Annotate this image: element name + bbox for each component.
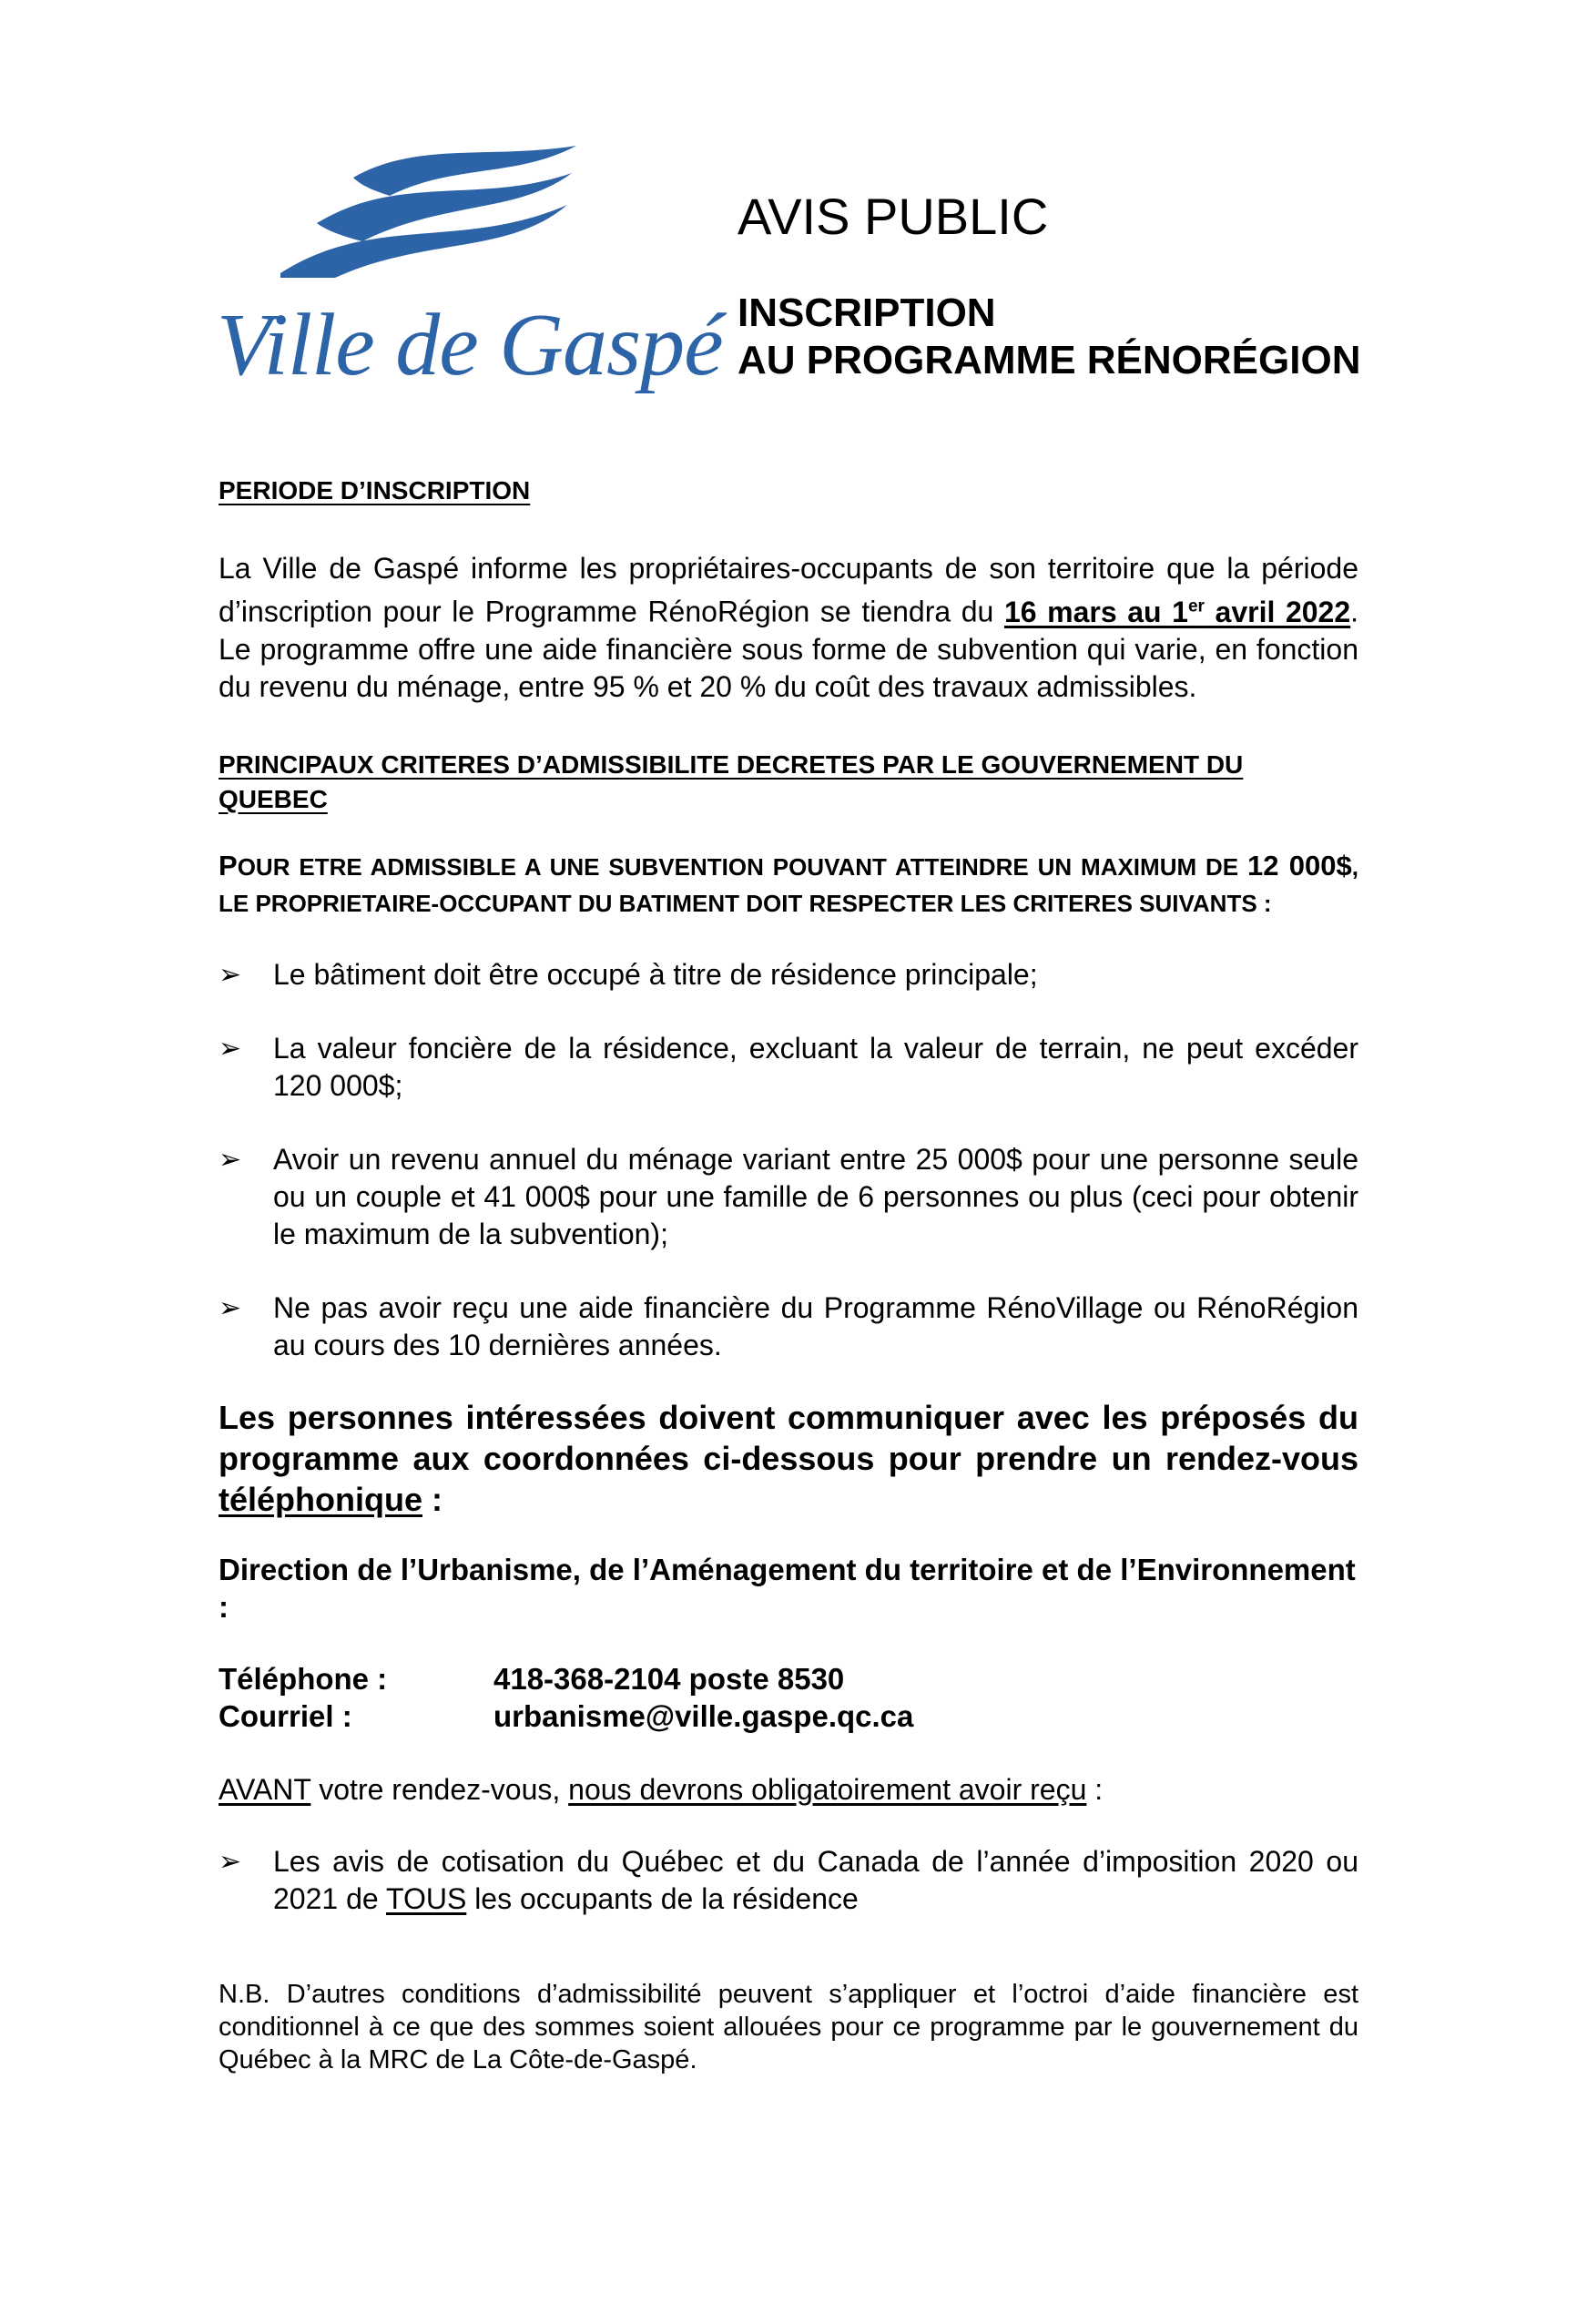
direction-label: Direction de l’Urbanisme, de l’Aménagement du territoire et de l’Environnement : bbox=[219, 1552, 1356, 1624]
email-row bbox=[219, 1697, 1358, 1735]
arrow-bullet-icon: ➢ bbox=[219, 1144, 242, 1175]
avant-paragraph: AVANT votre rendez-vous, nous devrons obligatoirement avoir reçu : bbox=[219, 1772, 1104, 1806]
subtitle-line-2: AU PROGRAMME RÉNORÉGION bbox=[738, 338, 1361, 382]
list-item: ➢ Avoir un revenu annuel du ménage variant entre 25 000$ pour une personne seule ou un couple et 41 000$ pour une famille de 6 personnes ou plus (ceci pour obtenir le maximum de la subvention); bbox=[219, 1142, 1358, 1250]
logo-wordmark: Ville de Gaspé bbox=[217, 296, 723, 394]
email-value: urbanisme@ville.gaspe.qc.ca bbox=[493, 1698, 914, 1733]
arrow-bullet-icon: ➢ bbox=[219, 1292, 242, 1323]
page-title: AVIS PUBLIC bbox=[738, 188, 1049, 245]
email-label: Courriel : bbox=[219, 1698, 352, 1733]
arrow-bullet-icon: ➢ bbox=[219, 959, 242, 990]
phone-value: 418-368-2104 poste 8530 bbox=[493, 1661, 845, 1696]
periode-heading: PERIODE D’INSCRIPTION bbox=[219, 476, 531, 505]
main-content bbox=[219, 474, 1358, 2076]
criteres-heading: PRINCIPAUX CRITERES D’ADMISSIBILITE DECRETES PAR LE GOUVERNEMENT DU QUEBEC bbox=[219, 749, 1244, 813]
waves-icon bbox=[217, 141, 581, 278]
list-item: ➢ Ne pas avoir reçu une aide financière du Programme RénoVillage ou RénoRégion au cours des 10 dernières années. bbox=[219, 1290, 1358, 1361]
phone-label: Téléphone : bbox=[219, 1661, 388, 1696]
contact-info bbox=[219, 1660, 1358, 1735]
ville-de-gaspe-logo bbox=[217, 141, 723, 414]
documents-list bbox=[219, 1843, 1358, 1918]
criteres-list bbox=[219, 956, 1358, 1364]
criteres-intro: POUR ETRE ADMISSIBLE A UNE SUBVENTION POUVANT ATTEINDRE UN MAXIMUM DE 12 000$, LE PROPRIETAIRE-OCCUPANT DU BATIMENT DOIT RESPECTER LES CRITERES SUIVANTS : bbox=[219, 849, 1358, 917]
subtitle-line-1: INSCRIPTION bbox=[738, 290, 996, 335]
phone-row bbox=[219, 1660, 1358, 1697]
list-item: ➢ La valeur foncière de la résidence, excluant la valeur de terrain, ne peut excéder 120 000$; bbox=[219, 1031, 1358, 1102]
registration-dates: 16 mars au 1er avril 2022 bbox=[1003, 595, 1351, 628]
arrow-bullet-icon: ➢ bbox=[219, 1033, 242, 1064]
contact-call-to-action: Les personnes intéressées doivent communiquer avec les préposés du programme aux coordonnées ci-dessous pour prendre un rendez-vous téléphonique : bbox=[219, 1398, 1358, 1518]
arrow-bullet-icon: ➢ bbox=[219, 1846, 242, 1877]
periode-paragraph: La Ville de Gaspé informe les propriétaires-occupants de son territoire que la période d’inscription pour le Programme RénoRégion se tiendra du 16 mars au 1er avril 2022. Le programme offre une aide financière sous forme de subvention qui varie, en fonction du revenu du ménage, entre 95 % et 20 % du coût des travaux admissibles. bbox=[219, 552, 1359, 703]
page-subtitle bbox=[738, 290, 1360, 384]
nb-note: N.B. D’autres conditions d’admissibilité peuvent s’appliquer et l’octroi d’aide financière est conditionnel à ce que des sommes soient allouées pour ce programme par le gouvernement du Québec à la MRC de La Côte-de-Gaspé. bbox=[219, 1979, 1358, 2074]
list-item: ➢ Le bâtiment doit être occupé à titre de résidence principale; bbox=[219, 956, 1358, 994]
list-item: ➢ Les avis de cotisation du Québec et du Canada de l’année d’imposition 2020 ou 2021 de TOUS les occupants de la résidence bbox=[219, 1844, 1358, 1915]
